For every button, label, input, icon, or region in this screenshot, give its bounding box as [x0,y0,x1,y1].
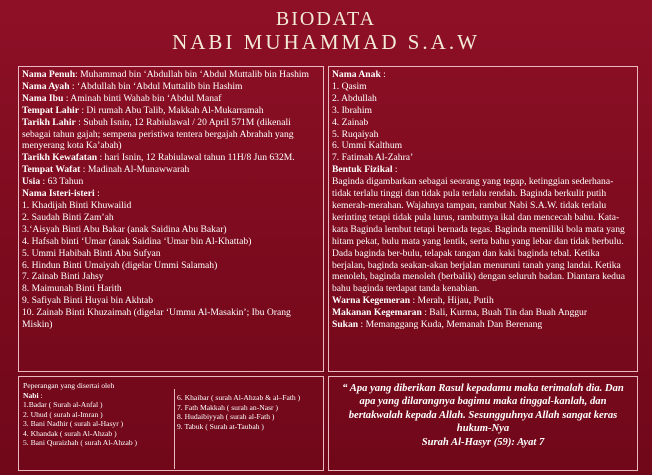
peperangan-right-column [177,393,317,431]
nama-ibu-label: Nama Ibu [22,92,64,104]
isteri-item: 1. Khadijah Binti Khuwailid [22,199,132,211]
fizikal-heading [332,164,634,176]
peperangan-item: 5. Bani Quraizhah ( surah Al-Ahzab ) [23,438,138,447]
usia-value: : 63 Tahun [40,176,84,188]
isteri-label: Nama Isteri-isteri [22,188,95,200]
sukan-label: Sukan [332,319,359,331]
peperangan-item: 8. Hudaibiyyah ( surah al-Fath ) [177,412,275,421]
makanan-row [332,307,634,319]
warna-label: Warna Kegemeran [332,295,411,307]
isteri-item: 10. Zainab Binti Khuzaimah (digelar ‘Ummu Al-Masakin’; Ibu Orang Miskin) [22,307,291,331]
peperangan-item: 6. Khaibar ( surah Al-Ahzab & al–Fath ) [177,393,301,402]
quote-text: “ Apa yang diberikan Rasul kepadamu maka terimalah dia. Dan apa yang dilarangnya bagimu maka tinggal-kanlah, dan bertakwalah kepada Allah. Sesungguhnya Allah sangat keras hukum-Nya [342,383,624,435]
isteri-item: 4. Hafsah binti ‘Umar (anak Saidina ‘Umar bin Al-Khattab) [22,235,252,247]
tempat-lahir-value: : Di rumah Abu Talib, Makkah Al-Mukarramah [78,104,264,116]
nabi-heading [23,391,173,401]
tempat-wafat-label: Tempat Wafat [22,164,81,176]
quote-block [337,382,629,449]
biodata-right-panel [328,66,638,372]
nama-ayah-row [22,81,320,93]
page-title [0,8,652,54]
warna-value: : Merah, Hijau, Putih [410,295,494,307]
tempat-wafat-row [22,164,320,176]
peperangan-panel [18,376,324,471]
tarikh-wafat-label: Tarikh Kewafatan [22,152,98,164]
peperangan-item: 7. Fath Makkah ( surah an-Nasr ) [177,402,279,412]
peperangan-divider [174,389,175,469]
tarikh-lahir-value: : Subuh Isnin, 12 Rabiulawal / 20 April 571M (dikenali sebagai tahun gajah; sempena peristiwa tentera bergajah Abrahah yang menyerang kota Ka’abah) [22,116,294,152]
isteri-item: 6. Hindun Binti Umaiyah (digelar Ummi Salamah) [22,259,218,271]
peperangan-heading: Peperangan yang disertai oleh [23,381,115,390]
nama-ayah-label: Nama Ayah [22,80,70,92]
quote-panel [328,376,638,471]
warna-row [332,295,634,307]
tarikh-wafat-row [22,152,320,164]
anak-item: 4. Zainab [332,116,369,128]
sukan-row [332,319,634,331]
peperangan-item: 4. Khandak ( surah Al-Ahzab ) [23,428,117,438]
anak-colon: : [380,69,386,80]
peperangan-left-column [23,381,173,448]
quote-source: Surah Al-Hasyr (59): Ayat 7 [421,436,545,448]
makanan-value: : Bali, Kurma, Buah Tin dan Buah Anggur [421,307,588,319]
isteri-colon: : [94,188,100,200]
anak-item: 2. Abdullah [332,92,377,104]
tempat-wafat-value: : Madinah Al-Munawwarah [80,164,190,176]
isteri-item: 5. Ummi Habibah Binti Abu Sufyan [22,247,161,259]
isteri-item: 8. Maimunah Binti Harith [22,283,122,295]
tempat-lahir-row [22,105,320,117]
nabi-label: Nabi [23,390,39,400]
nabi-colon: : [38,390,43,400]
nama-penuh-value: : Muhammad bin ‘Abdullah bin ‘Abdul Muttalib bin Hashim [75,69,310,80]
anak-item: 7. Fatimah Al-Zahra’ [332,152,414,164]
makanan-label: Makanan Kegemaran [332,307,422,319]
isteri-item: 3.‘Aisyah Binti Abu Bakar (anak Saidina Abu Bakar) [22,223,227,235]
anak-item: 5. Ruqaiyah [332,128,379,140]
isteri-item: 9. Safiyah Binti Huyai bin Akhtab [22,295,154,307]
nama-penuh-label: Nama Penuh [22,69,76,80]
peperangan-item: 2. Uhud ( surah al-Imran ) [23,409,103,419]
sukan-value: : Memanggang Kuda, Memanah Dan Berenang [358,319,543,331]
anak-item: 6. Ummi Kalthum [332,140,403,152]
peperangan-item: 3. Bani Nadhir ( surah al-Hasyr ) [23,419,124,428]
fizikal-colon: : [392,164,398,176]
title-line-1: BIODATA [275,8,377,30]
tarikh-lahir-label: Tarikh Lahir [22,116,76,128]
usia-label: Usia [22,176,41,188]
anak-item: 3. Ibrahim [332,104,372,116]
tarikh-lahir-row [22,117,320,153]
nama-ibu-row [22,93,320,105]
usia-row [22,176,320,188]
peperangan-item: 1.Badar ( Surah al-Anfal ) [23,400,103,409]
nama-ayah-value: : ‘Abdullah bin ‘Abdul Muttalib bin Hashim [69,80,243,92]
biodata-left-panel [18,66,324,372]
peperangan-item: 9. Tabuk ( Surah at-Taubah ) [177,421,264,431]
tarikh-wafat-value: : hari Isnin, 12 Rabiulawal tahun 11H/8 Jun 632M. [97,152,295,164]
nama-penuh-row [22,69,320,81]
fizikal-label: Bentuk Fizikal [332,164,393,176]
anak-label: Nama Anak [332,69,381,80]
anak-item: 1. Qasim [332,80,367,92]
isteri-item: 2. Saudah Binti Zam’ah [22,211,114,223]
fizikal-text: Baginda digambarkan sebagai seorang yang tegap, ketinggian sederhana- tidak terlalu tinggi dan tidak pula terlalu rendah. Baginda berkulit putih kemerah-merahan. Wajahnya tampan, rambut Nabi S.A.W. tidak terlalu kerinting tetapi tidak pula lurus, rambutnya ikal dan mencecah bahu. Kata-kata Baginda lembut tetapi bernada tegas. Baginda memiliki bola mata yang hitam pekat, bulu mata yang lentik, serta bahu yang lebar dan tidak berbulu. Dada baginda ber-bulu, telapak tangan dan kaki baginda tebal. Ketika berjalan, baginda seakan-akan berjalan menuruni tanah yang landai. Ketika menoleh, baginda menoleh (berbalik) dengan seluruh badan. Diantara kedua bahu baginda terdapat tanda kenabian. [332,176,626,295]
tempat-lahir-label: Tempat Lahir [22,104,79,116]
nama-ibu-value: : Aminah binti Wahab bin ‘Abdul Manaf [63,92,222,104]
isteri-heading [22,188,320,200]
anak-heading [332,69,634,81]
title-line-2: NABI MUHAMMAD S.A.W [172,30,480,54]
isteri-item: 7. Zainab Binti Jahsy [22,271,104,283]
